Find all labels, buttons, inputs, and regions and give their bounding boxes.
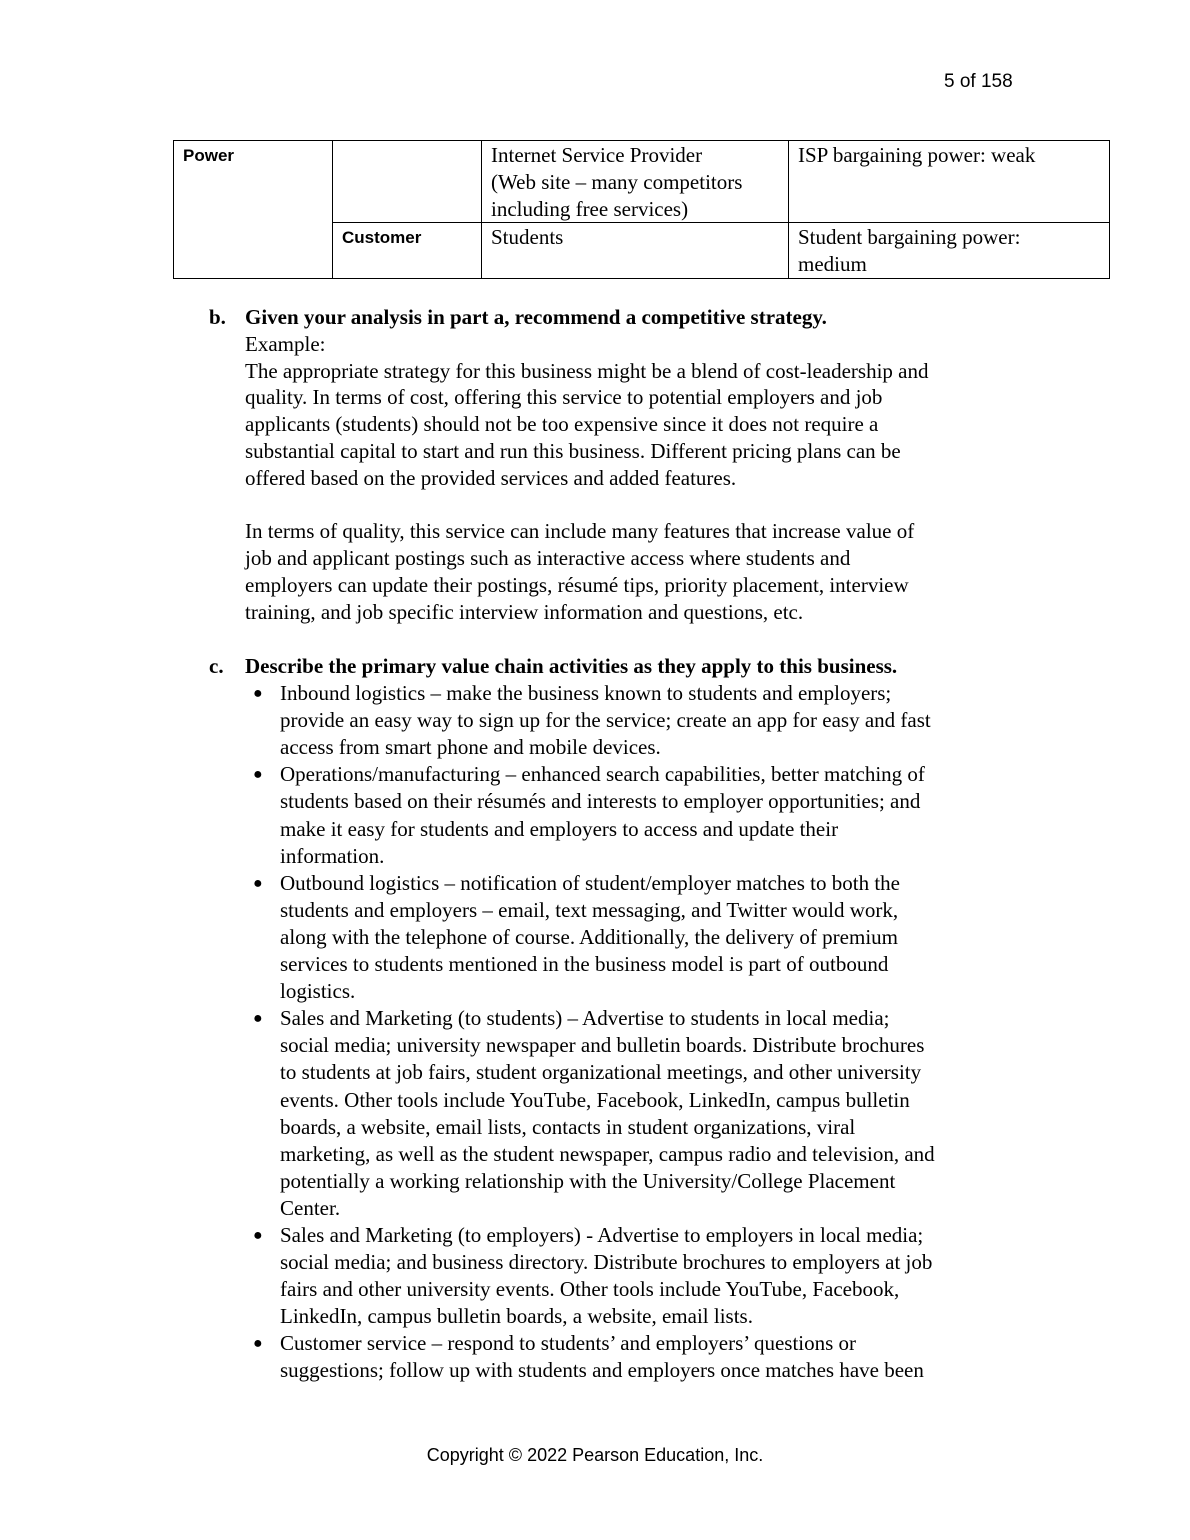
table-row — [174, 141, 1110, 223]
text-line: students and employers – email, text messaging, and Twitter would work, — [280, 897, 899, 922]
cell-line: including free services) — [491, 196, 689, 221]
cell-line: Student bargaining power: — [798, 225, 1021, 250]
example-label: Example: — [245, 331, 326, 356]
cell-line: (Web site – many competitors — [491, 169, 743, 194]
table-cell-assessment — [789, 141, 1110, 223]
text-line: fairs and other university events. Other tools include YouTube, Facebook, — [280, 1277, 900, 1302]
bullet-icon: ● — [253, 874, 263, 892]
list-item — [245, 1330, 935, 1384]
text-line: Inbound logistics – make the business known to students and employers; — [280, 681, 892, 706]
table-cell-category: Power — [174, 141, 333, 279]
text-line: suggestions; follow up with students and employers once matches have been — [280, 1358, 924, 1383]
text-line: social media; and business directory. Distribute brochures to employers at job — [280, 1250, 933, 1275]
cell-line: ISP bargaining power: weak — [798, 143, 1036, 167]
text-line: Sales and Marketing (to employers) - Advertise to employers in local media; — [280, 1222, 924, 1247]
text-line: Outbound logistics – notification of student/employer matches to both the — [280, 870, 900, 895]
forces-table — [173, 140, 1110, 279]
text-line: social media; university newspaper and bulletin boards. Distribute brochures — [280, 1033, 925, 1058]
text-line: The appropriate strategy for this business might be a blend of cost-leadership and — [245, 358, 929, 383]
part-c-heading — [209, 653, 935, 680]
list-item — [245, 761, 935, 869]
part-b-heading-text: Given your analysis in part a, recommend a competitive strategy. — [245, 305, 827, 329]
list-item — [245, 1005, 935, 1222]
text-line: to students at job fairs, student organizational meetings, and other university — [280, 1060, 922, 1085]
text-line: In terms of quality, this service can include many features that increase value of — [245, 519, 915, 544]
text-line: provide an easy way to sign up for the service; create an app for easy and fast — [280, 708, 931, 733]
text-line: marketing, as well as the student newspaper, campus radio and television, and — [280, 1141, 935, 1166]
bullet-icon: ● — [253, 1335, 263, 1353]
cell-line: medium — [798, 252, 867, 277]
part-c-section — [209, 653, 935, 1385]
text-line: events. Other tools include YouTube, Facebook, LinkedIn, campus bulletin — [280, 1087, 910, 1112]
copyright-footer: Copyright © 2022 Pearson Education, Inc. — [426, 1445, 764, 1465]
table-cell-entity — [482, 223, 789, 279]
text-line: Center. — [280, 1195, 341, 1220]
text-line: Customer service – respond to students’ and employers’ questions or — [280, 1331, 857, 1356]
text-line: employers can update their postings, résumé tips, priority placement, interview — [245, 572, 909, 597]
list-item — [245, 680, 935, 761]
text-line: students based on their résumés and interests to employer opportunities; and — [280, 789, 921, 814]
text-line: offered based on the provided services and added features. — [245, 465, 737, 490]
bullet-icon: ● — [253, 766, 263, 784]
text-line: information. — [280, 843, 385, 868]
text-line: quality. In terms of cost, offering this service to potential employers and job — [245, 385, 883, 410]
page-number: 5 of 158 — [944, 71, 1013, 92]
table-cell-subcategory: Customer — [333, 223, 482, 279]
text-line: potentially a working relationship with the University/College Placement — [280, 1168, 896, 1193]
paragraph — [245, 518, 928, 625]
bullet-icon: ● — [253, 685, 263, 703]
part-b-marker: b. — [209, 305, 226, 329]
text-line: Sales and Marketing (to students) – Advertise to students in local media; — [280, 1006, 890, 1031]
text-line: along with the telephone of course. Additionally, the delivery of premium — [280, 924, 898, 949]
list-item — [245, 870, 935, 1005]
table-cell-entity — [482, 141, 789, 223]
text-line: training, and job specific interview information and questions, etc. — [245, 599, 804, 624]
list-item — [245, 1222, 935, 1330]
text-line: access from smart phone and mobile devices. — [280, 735, 661, 760]
text-line: substantial capital to start and run this business. Different pricing plans can be — [245, 438, 901, 463]
bullet-icon: ● — [253, 1226, 263, 1244]
text-line: Operations/manufacturing – enhanced search capabilities, better matching of — [280, 762, 925, 787]
bullet-icon: ● — [253, 1010, 263, 1028]
table-cell-assessment — [789, 223, 1110, 279]
part-c-marker: c. — [209, 654, 224, 678]
value-chain-list — [245, 680, 935, 1384]
text-line: services to students mentioned in the business model is part of outbound — [280, 952, 889, 977]
paragraph — [245, 358, 928, 492]
part-b-heading — [209, 304, 928, 331]
text-line: applicants (students) should not be too expensive since it does not require a — [245, 412, 879, 437]
text-line: LinkedIn, campus bulletin boards, a website, email lists. — [280, 1304, 753, 1329]
text-line: logistics. — [280, 979, 356, 1004]
cell-line: Internet Service Provider — [491, 143, 703, 167]
part-c-heading-text: Describe the primary value chain activities as they apply to this business. — [245, 654, 898, 678]
text-line: make it easy for students and employers to access and update their — [280, 816, 839, 841]
table-cell-subcategory — [333, 141, 482, 223]
text-line: boards, a website, email lists, contacts in student organizations, viral — [280, 1114, 856, 1139]
text-line: job and applicant postings such as interactive access where students and — [245, 546, 851, 571]
part-b-section — [209, 304, 929, 626]
cell-line: Students — [491, 225, 564, 250]
